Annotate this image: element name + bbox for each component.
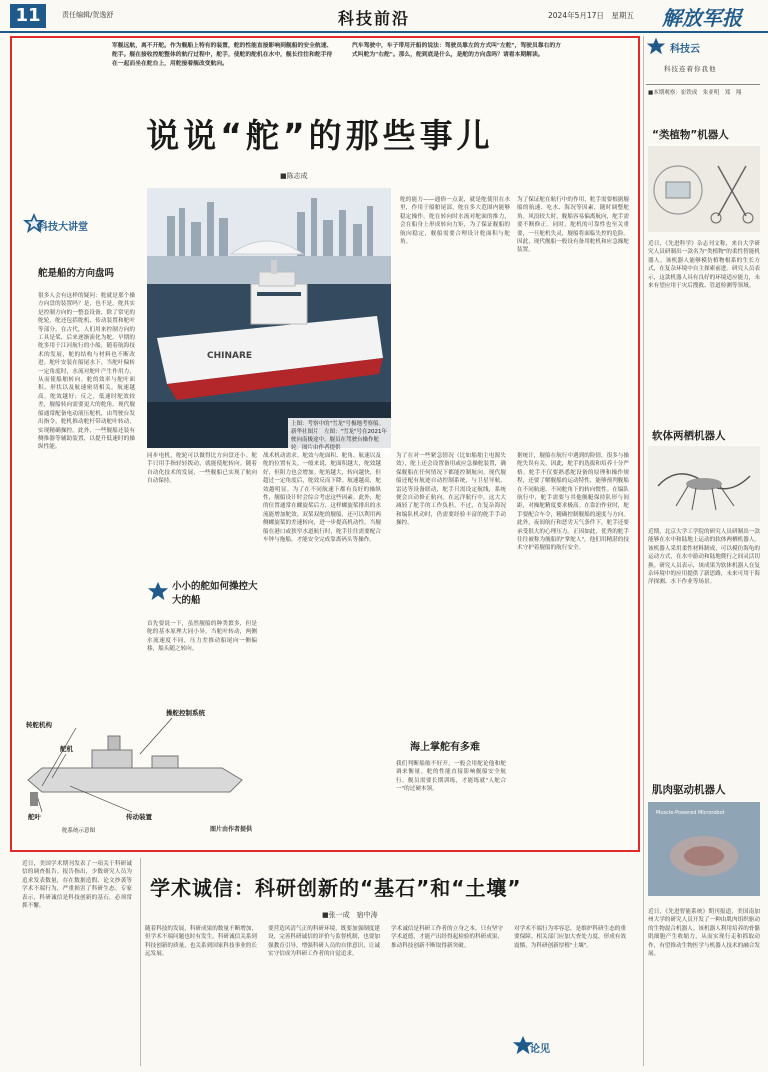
article-column-2b: 首先要说一下，虽然舰船的种类繁多，但是舵的基本原理大同小异。当舵叶转动，两侧水流速度不同，压力差推动船尾向一侧偏移，船头随之转向。 xyxy=(147,621,257,653)
photo-caption: 上图：考察中的"雪龙"号极地考察船。新华社图片 左图："雪龙"号在2021年驶向南极途中。舰员在驾驶台操作舵轮。图片由作者提供 xyxy=(288,418,391,454)
svg-text:CHINARE: CHINARE xyxy=(207,351,253,361)
article-column-1: 很多人会有这样的疑问：舵就是那个操方向盘的装置吗？是，也不是。舵其实是控制方向的一整套设备，除了常见的舵轮，舵还包括舵机、传动装置和舵叶等部分。在古代，人们用来控制方向的工具是桨，后来逐渐演化为舵。早期的舵多用于江河航行的小船，随着航海技术的发展，舵的结构与材料也不断改进。舵叶安装在船尾水下，当舵叶偏转一定角度时，水流对舵叶产生作用力，从而使船舶转向。舵的效率与舵叶面积、形状以及航速密切相关。航速越高，舵效越好；反之，低速时舵效较差，舰船转向需要更大的舵角。现代舰船通常配备电动液压舵机，由驾驶台发出指令，舵机推动舵杆带动舵叶转动，实现精确操控。此外，一些舰船还装有侧推器等辅助装置，以提升低速时的操纵性能。 xyxy=(38,293,135,451)
newspaper-logo: 解放军报 xyxy=(662,6,742,30)
sidebar-heading-2: 软体两栖机器人 xyxy=(652,430,726,442)
page-number: 11 xyxy=(10,4,46,28)
main-headline: 说说“舵”的那些事儿 xyxy=(146,116,494,155)
editor-credit: 责任编辑/贺逸舒 xyxy=(62,11,114,19)
image-caption: Muscle-Powered Microrobot xyxy=(656,810,725,816)
subhead-1: 舵是船的方向盘吗 xyxy=(38,268,115,279)
sidebar-text-1: 近日，《先进科学》杂志刊文称，来自大学研究人员研制出一款名为"类植物"的柔性智能机器人。该机器人能够模仿植物根系的生长方式，在复杂环境中自主探索前进。研究人员表示，这款机器人具有良好的环境适应能力，未来有望应用于灾后搜救、管道检测等领域。 xyxy=(648,241,760,290)
subhead-3: 海上掌舵有多难 xyxy=(410,742,480,753)
lead-paragraph-right: 汽车驾驶中，车子带用开船的说法：驾驶员靠左的方式叫"左舵"，驾驶员靠右的方式叫舵为"右舵"。那么，舵到底是什么，是舵的方向盘吗？请看本期解读。 xyxy=(352,43,561,58)
article-column-5: 据统计，舰船在航行中遇到的险情，很多与操舵失误有关。因此，舵手的选拔和培养十分严格。舵手不仅要熟悉舵设备的原理和操作规程，还要了解舰船的运动特性，能够预判舰船在不同航速、不同舵角下的转向惯性。在编队航行中，舵手需要与其他舰艇保持队形与间距，对操舵精度要求极高。在靠泊作业时，舵手要配合车令，精确控制舰船的速度与方向。此外，夜间航行和恶劣天气条件下，舵手还要承受很大的心理压力。正因如此，优秀的舵手往往被称为舰船的"掌舵人"，他们用精湛的技术守护着舰船的航行安全。 xyxy=(517,453,629,552)
section-title: 科技前沿 xyxy=(338,9,411,28)
diagram-caption: 图片由作者提供 xyxy=(210,826,253,833)
issue-date: 2024年5月17日 星期五 xyxy=(548,11,634,20)
article-column-upper-b: 为了保证舵在航行中的作用，舵手需要根据舰船的航速、吃水、海况等因素，随时调整舵角。风浪较大时，舰船容易偏离航向，舵手需要不断修正。同时，舵机的可靠性也至关重要，一旦舵机失灵，舰船将面临失控的危险。因此，现代舰船一般设有备用舵机和应急操舵装置。 xyxy=(517,197,629,254)
bottom-column-4: 对学术不端行为零容忍，是维护科研生态的重要保障。相关部门应加大查处力度，形成有效震慑，为科研创新厚植"土壤"。 xyxy=(514,926,626,949)
ship-photo xyxy=(147,188,391,448)
sidebar-text-2: 近期，北京大学工学院的研究人员研制出一款能够在水中和陆地上运动的软体两栖机器人。该机器人采用柔性材料制成，可以模仿海龟的运动方式，在水中游动和陆地爬行之间灵活切换。研究人员表示，该成果为软体机器人在复杂环境中的应用提供了新思路，未来可用于海洋探测、水下作业等场景。 xyxy=(648,529,760,586)
star-icon xyxy=(147,580,169,602)
plant-robot-image xyxy=(648,146,760,232)
amphibious-robot-image xyxy=(648,446,760,522)
main-byline: ■陈志成 xyxy=(280,172,308,180)
column-divider xyxy=(643,36,644,1066)
rudder-system-diagram xyxy=(22,688,252,838)
sidebar-heading-1: “类植物”机器人 xyxy=(652,129,729,141)
article-column-2: 同步电机，舵轮可以做得比方向盘还小。舵手只用手指轻轻拨动，就能使舵转向。随着自动化技术的发展，一些舰船已实现了航向自动保持。 xyxy=(147,453,257,485)
column-kicker: 科技大讲堂 xyxy=(38,222,88,233)
subhead-2: 小小的舵如何操控大大的船 xyxy=(172,581,258,606)
sidebar-heading-3: 肌肉驱动机器人 xyxy=(652,784,726,796)
sidebar-kicker: 科技云 xyxy=(670,44,700,55)
sidebar-byline: ■本期观察：崔铁成 朱亚明 郑 翔 xyxy=(648,90,742,96)
article-column-4b: 我们判断船舶不好开，一般会用舵论他和舵调来衡量。舵的性能直接影响舰船安全航行，舰员需要长期训练，才能练就"人舵合一"的过硬本领。 xyxy=(396,761,506,793)
ship-illustration xyxy=(147,188,391,448)
bottom-column-2: 要营造风清气正的科研环境，既要加强制度建设，完善科研诚信的评价与监督机制，也要加强教育引导，增强科研人员的自律意识，让诚实守信成为科研工作者的自觉追求。 xyxy=(268,926,380,958)
column-divider xyxy=(140,858,141,1066)
label-transmission: 传动装置 xyxy=(126,813,152,821)
muscle-robot-image xyxy=(648,802,760,896)
star-icon xyxy=(646,36,666,56)
label-steering-control: 操舵控制系统 xyxy=(166,709,205,717)
label-steering-mechanism: 转舵机构 xyxy=(26,721,52,729)
label-rudder-machine: 舵机 xyxy=(60,745,73,753)
diagram-note: 舵系统示意图 xyxy=(62,828,96,834)
header-rule xyxy=(0,31,768,33)
bottom-column-3: 学术诚信是科研工作者的立身之本。只有坚守学术道德，才能产出经得起检验的科研成果，推动科技创新不断取得新突破。 xyxy=(391,926,503,949)
bottom-column-0: 近日，美国学术期刊发表了一项关于科研诚信的调查报告。报告指出，少数研究人员为追求发表数量，存在数据造假、论文抄袭等学术不端行为，严重损害了科研生态。专家表示，科研诚信是科技创新的基石，必须常抓不懈。 xyxy=(22,861,132,910)
sidebar-rule xyxy=(646,84,760,85)
article-column-3: 战术机动需求。舵效与舵面积、舵角、航速以及舵的位置有关。一般来说，舵面积越大，舵效越好，但阻力也会增加。舵角越大，转向越快，但超过一定角度后，舵效反而下降。航速越高，舵效越明显。为了在不同航速下都有良好的操纵性，舰船设计时会综合考虑这些因素。此外，舵的位置通常在螺旋桨后方，这样螺旋桨排出的水流能增加舵效。双桨双舵的舰船，还可以利用两侧螺旋桨的差速转向，进一步提高机动性。当舰船在港口或狭窄水道航行时，舵手往往需要配合车钟与拖船，才能安全完成靠离码头等操作。 xyxy=(263,453,381,544)
robot-illustration xyxy=(648,146,760,232)
article-column-4a: 为了在对一些紧急情况（比如船舶主电源失效），舵上还会设置备用或应急操舵装置，确保舰船在任何情况下都能控制航向。现代舰船还配有航迹自动控制系统，与卫星导航、雷达等设备联动，舵手只需设定航线，系统便会自动修正航向。在远洋航行中，这大大减轻了舵手的工作负担。不过，在复杂海况和编队机动时，仍需要经验丰富的舵手手动操控。 xyxy=(396,453,506,527)
bottom-headline: 学术诚信：科研创新的“基石”和“土壤” xyxy=(150,876,522,900)
article-column-upper-a: 舵的能力——通俗一点说，就是舵使用在水里，作用于船舶尾部，舵在多大范围内能够稳定操作。舵在转向时水流对舵面的推力，会在船身上形成转向力矩，为了保证舰船的航向稳定，舰船需要合理设计舵面积与舵角。 xyxy=(400,197,510,246)
sidebar-text-3: 近日，《先进智能系统》期刊报道，美国南加州大学的研究人员开发了一种由肌肉组织驱动的生物混合机器人。该机器人利用培养的骨骼肌细胞产生收缩力，从而实现行走和抓取动作，有望推动生物医学与机器人技术的融合发展。 xyxy=(648,909,760,958)
label-rudder: 舵叶 xyxy=(28,813,41,821)
bottom-byline: ■张一成 宿中涛 xyxy=(322,911,378,919)
sidebar-slogan: 科技连着你我他 xyxy=(664,65,717,73)
robot-illustration xyxy=(648,802,760,896)
commentary-kicker: 论见 xyxy=(530,1044,550,1055)
lead-paragraph-left: 军舰远航，离不开舵。作为舰船上特有的装置，舵的性能直接影响到舰船的安全航速、舵手。舰在接收控舵整体的航行过程中，舵手，使舵的舵机在水中，舰长往往和舵手待在一起而坐在舵台上，用舵接着舰改变航向。 xyxy=(112,43,333,67)
bottom-column-1: 随着科技的发展，科研成果的数量不断增加，但学术不端问题也时有发生。科研诚信关系到科技创新的质量，也关系到国家科技事业的长远发展。 xyxy=(145,926,257,958)
robot-illustration xyxy=(648,446,760,522)
